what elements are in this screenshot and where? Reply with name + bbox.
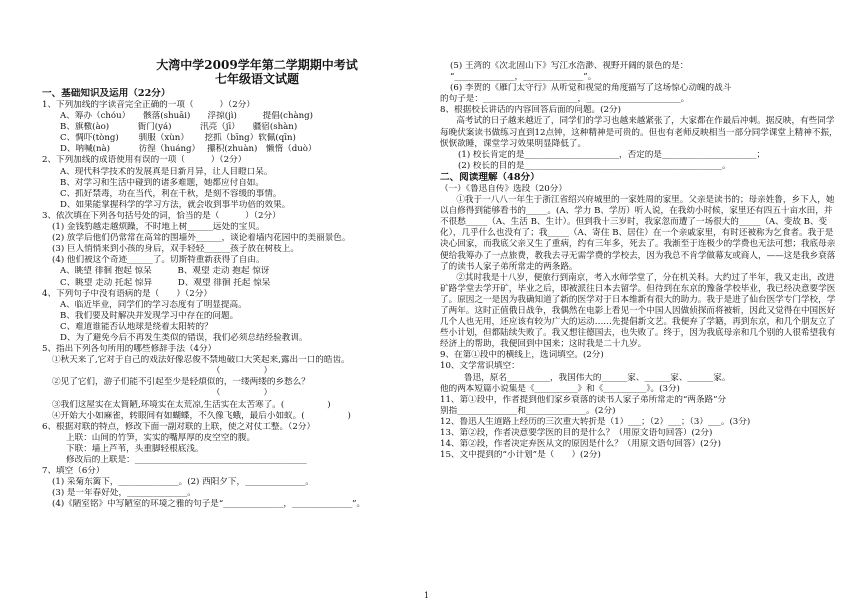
question-line: 3、依次填在下列各句括号处的词，恰当的是（ ）（2分） bbox=[42, 210, 281, 221]
page-number: 1 bbox=[424, 591, 430, 600]
question-line: （ ） bbox=[211, 366, 273, 377]
question-line: 10、文学常识填空： bbox=[440, 361, 520, 372]
question-line: D、呐喊(nà) 彷徨（huáng） 攥积(zhuàn) 懒惰（duò） bbox=[60, 144, 317, 155]
question-line: 14、第②段，作者决定弃医从文的原因是什么？（用原文语句回答）(2分) bbox=[440, 439, 721, 450]
question-line: 11、第①段中，作者提到他们家乡衰落的读书人家子弟所常走的“两条路”分 bbox=[440, 394, 727, 405]
question-line: ③我们这屋实在太简陋,环境实在太荒凉,生活实在太苦寒了。( ) bbox=[52, 399, 331, 410]
question-line: 他的两本短篇小说集是《__________》和《__________》。(3分) bbox=[440, 383, 680, 394]
question-line: C、难道谁能否认地球是绕着太阳转的？ bbox=[60, 321, 213, 332]
question-line: (1) 金钱豹越走越烦躁，不时地上树______远处的宝贝。 bbox=[52, 222, 265, 233]
question-line: （一）《鲁迅自传》选段（20分） bbox=[440, 183, 567, 194]
question-line: ①秋天来了,它对于自己的戏法好像忍俊不禁地破口大笑起来,露出一口的皓齿。 bbox=[52, 355, 350, 366]
exam-subtitle: 七年级语文试题 bbox=[214, 72, 299, 86]
question-line: (2) 放学后他们仍常常在高耸的围墙外______，谈论着墙内花园中的美丽景色。 bbox=[52, 233, 351, 244]
question-line: 鲁迅，原名__________，我国伟大的______家、______家、______家。 bbox=[464, 372, 731, 383]
right-column-body bbox=[440, 61, 840, 461]
question-line: 8、根据校长讲话的内容回答后面的问题。(2分) bbox=[440, 105, 621, 116]
exam-title: 大湾中学2009学年第二学期期中考试 bbox=[156, 58, 358, 72]
question-line: 4、下列句子中没有语病的是（ ）（2分） bbox=[42, 288, 212, 299]
question-line: A、筹办（chóu） 骸落(shuāi) 浮掠(jì) 提倡(chàng) bbox=[60, 111, 314, 122]
question-line: A、临近毕业，同学们的学习态度有了明显提高。 bbox=[60, 299, 247, 310]
question-line: 2、下列加线的成语使用有误的一项（ ）（2分） bbox=[42, 155, 247, 166]
question-line: 修改后的上联是：________________________________________ bbox=[66, 455, 307, 465]
question-line: A、现代科学技术的发展真是日新月异，让人目瞪口呆。 bbox=[60, 166, 273, 177]
question-line: 1、下列加线的字读音完全正确的一项（ ）（2分） bbox=[42, 100, 255, 110]
section-heading: 二、阅读理解（48分） bbox=[440, 171, 540, 183]
question-line: 7、填空（6分） bbox=[42, 466, 105, 477]
question-line: 别指______________和______________。(2分) bbox=[440, 405, 616, 416]
question-line: B、我们要及时解决并发现学习中存在的问题。 bbox=[60, 310, 239, 321]
question-line: 15、文中提到的“小计划”是（ ）(2分) bbox=[440, 450, 601, 461]
question-line: (6) 李贺的《雁门太守行》从听觉和视觉的角度描写了这场惊心动魄的战斗 bbox=[450, 83, 732, 94]
question-line: (4) 他们被这个奇迹______了。切斯特重新获得了自由。 bbox=[52, 255, 265, 266]
question-line: （ ） bbox=[211, 388, 273, 399]
question-line: 12、鲁迅人生道路上经历的三次重大转折是（1）___；（2）___；（3）___。(3分) bbox=[440, 416, 751, 427]
question-line: (2) 校长的目的是______________________________________________。 bbox=[458, 160, 731, 171]
question-line: (1) 采菊东篱下，______________。(2) 西阳夕下，______________。 bbox=[52, 477, 314, 488]
question-line: (3) 是一年春好处，______________。 bbox=[52, 488, 196, 499]
question-line: 9、在第①段中的横线上，选词填空。(2分) bbox=[440, 350, 604, 361]
right-column bbox=[440, 61, 840, 461]
question-line: C、惆吓(tòng) 驯服（xùn） 挖抓（bīng）软佩(qīn) bbox=[60, 133, 296, 144]
question-line: (1) 校长肯定的是______________________，否定的是______________________； bbox=[458, 149, 766, 160]
question-line: “______________，______________”。 bbox=[450, 72, 597, 83]
question-line: D、如果能掌握科学的学习方法，就会收到事半功倍的效果。 bbox=[60, 199, 291, 210]
question-line: (5) 王湾的《次北固山下》写江水浩渺、视野开阔的景色的是： bbox=[450, 61, 689, 71]
question-line: (3) 巨人悄悄来到小孩的身后，双手轻轻______孩子放在树枝上。 bbox=[52, 244, 299, 255]
question-line: B、旗檄(ào) 衙门(yá) 汛亮（jī） 疆宿(shàn) bbox=[60, 122, 298, 133]
question-line: C、眺望 走动 托起 惊异 D、观望 徘徊 托起 惊呆 bbox=[60, 277, 271, 288]
question-line: B、对学习和生活中碰到的诸多难题，她都应付自如。 bbox=[60, 177, 264, 188]
section-heading: 一、基础知识及运用（22分） bbox=[42, 88, 171, 99]
question-line: 上联：山间的竹笋，实实的嘴厚厚的皮空空的腹。 bbox=[66, 432, 256, 443]
passage-paragraph: 高考试的日子越来越近了，同学们的学习也越来越紧张了，大家都在作最后冲刺。据反映，有些同学每晚伏案读书做练习直到12点钟，这种精神是可贵的。但也有老师反映相当一部分同学课堂上精神不振，恹恹欲睡，课堂学习效果明显降低了。 bbox=[440, 116, 838, 149]
question-line: 的句子是：______________________，______________________。 bbox=[440, 94, 690, 105]
passage-paragraph: ②其时我是十八岁，便旅行到南京，考入水师学堂了，分在机关科。大约过了半年，我又走出，改进矿路学堂去学开矿，毕业之后，即被派往日本去留学。但待到在东京的豫备学校毕业，我已经决意要学医了。原因之一是因为我确知道了新的医学对于日本维新有很大的助力。我于是进了仙台医学专门学校，学了两年。这时正值俄日战争，我偶然在电影上看见一个中国人因做侦探而将被斩，因此又觉得在中国医好几个人也无用，还应该有较为广大的运动……先提倡新文艺。我便弃了学籍，再到东京，和几个朋友立了些小计划，但都陆续失败了。我又想往德国去，也失败了。终于，因为我底母亲和几个别的人很希望我有经济上的帮助，我便回到中国来；这时我是二十九岁。 bbox=[440, 272, 836, 350]
left-column-body bbox=[42, 88, 442, 510]
left-column bbox=[42, 58, 442, 510]
question-line: ②见了它们，游子们能不引起至少是轻煩似的，一缕两缕的乡愁么？ bbox=[52, 377, 310, 388]
question-line: D、为了避免今后不再发生类似的错误，我们必须总结经验教训。 bbox=[60, 332, 308, 343]
question-line: (4)《陋室铭》中写陋室的环境之雅的句子是“______________，______________”。 bbox=[52, 499, 366, 510]
question-line: 13、第②段，作者决意要学医的目的是什么？（用原文语句回答）(2分) bbox=[440, 428, 713, 438]
question-line: 下联：墙上芦苇，头重脚轻根底浅。 bbox=[66, 443, 204, 454]
question-line: C、抓好禁毒，功在当代，利在千秋，是刻不容缓的事情。 bbox=[60, 188, 282, 199]
question-line: 5、指出下列各句所用的哪些修辞手法（4分） bbox=[42, 344, 217, 355]
passage-paragraph: ①我于一八八一年生于浙江省绍兴府城里的一家姓周的家里。父亲是读书的；母亲姓鲁，乡下人，她以自修得到能够看书的_____。(A、学力 B、学历）听人说，在我幼小时候，家里还有四五十亩水田，并不很愁_____（A、生活 B、生计）。但到我十三岁时，我家忽而遭了一场很大的_____（A、变故 B、变化），几乎什么也没有了；我_____（A、寄住 B、居住）在一个亲戚家里，有时还被称为乞食者。我于是决心回家，而我底父亲又生了重病，约有三年多，死去了。我渐至于连极少的学费也无法可想；我底母亲便给我筹办了一点旅费，教我去寻无需学费的学校去，因为我总不肯学做幕友或商人，——这是我乡衰落了的读书人家子弟所常走的两条路。 bbox=[440, 195, 836, 272]
question-line: 6、根据对联的特点，修改下面一副对联的上联，使之对仗工整。（2分） bbox=[42, 421, 316, 432]
question-line: A、眺望 徘徊 抱起 惊呆 B、观望 走动 抱起 惊讶 bbox=[60, 266, 270, 277]
question-line: ④开始大小如麻雀，转眼间有如蝴蝶，不久像飞蛾，最后小如蚁。( ) bbox=[52, 410, 351, 421]
